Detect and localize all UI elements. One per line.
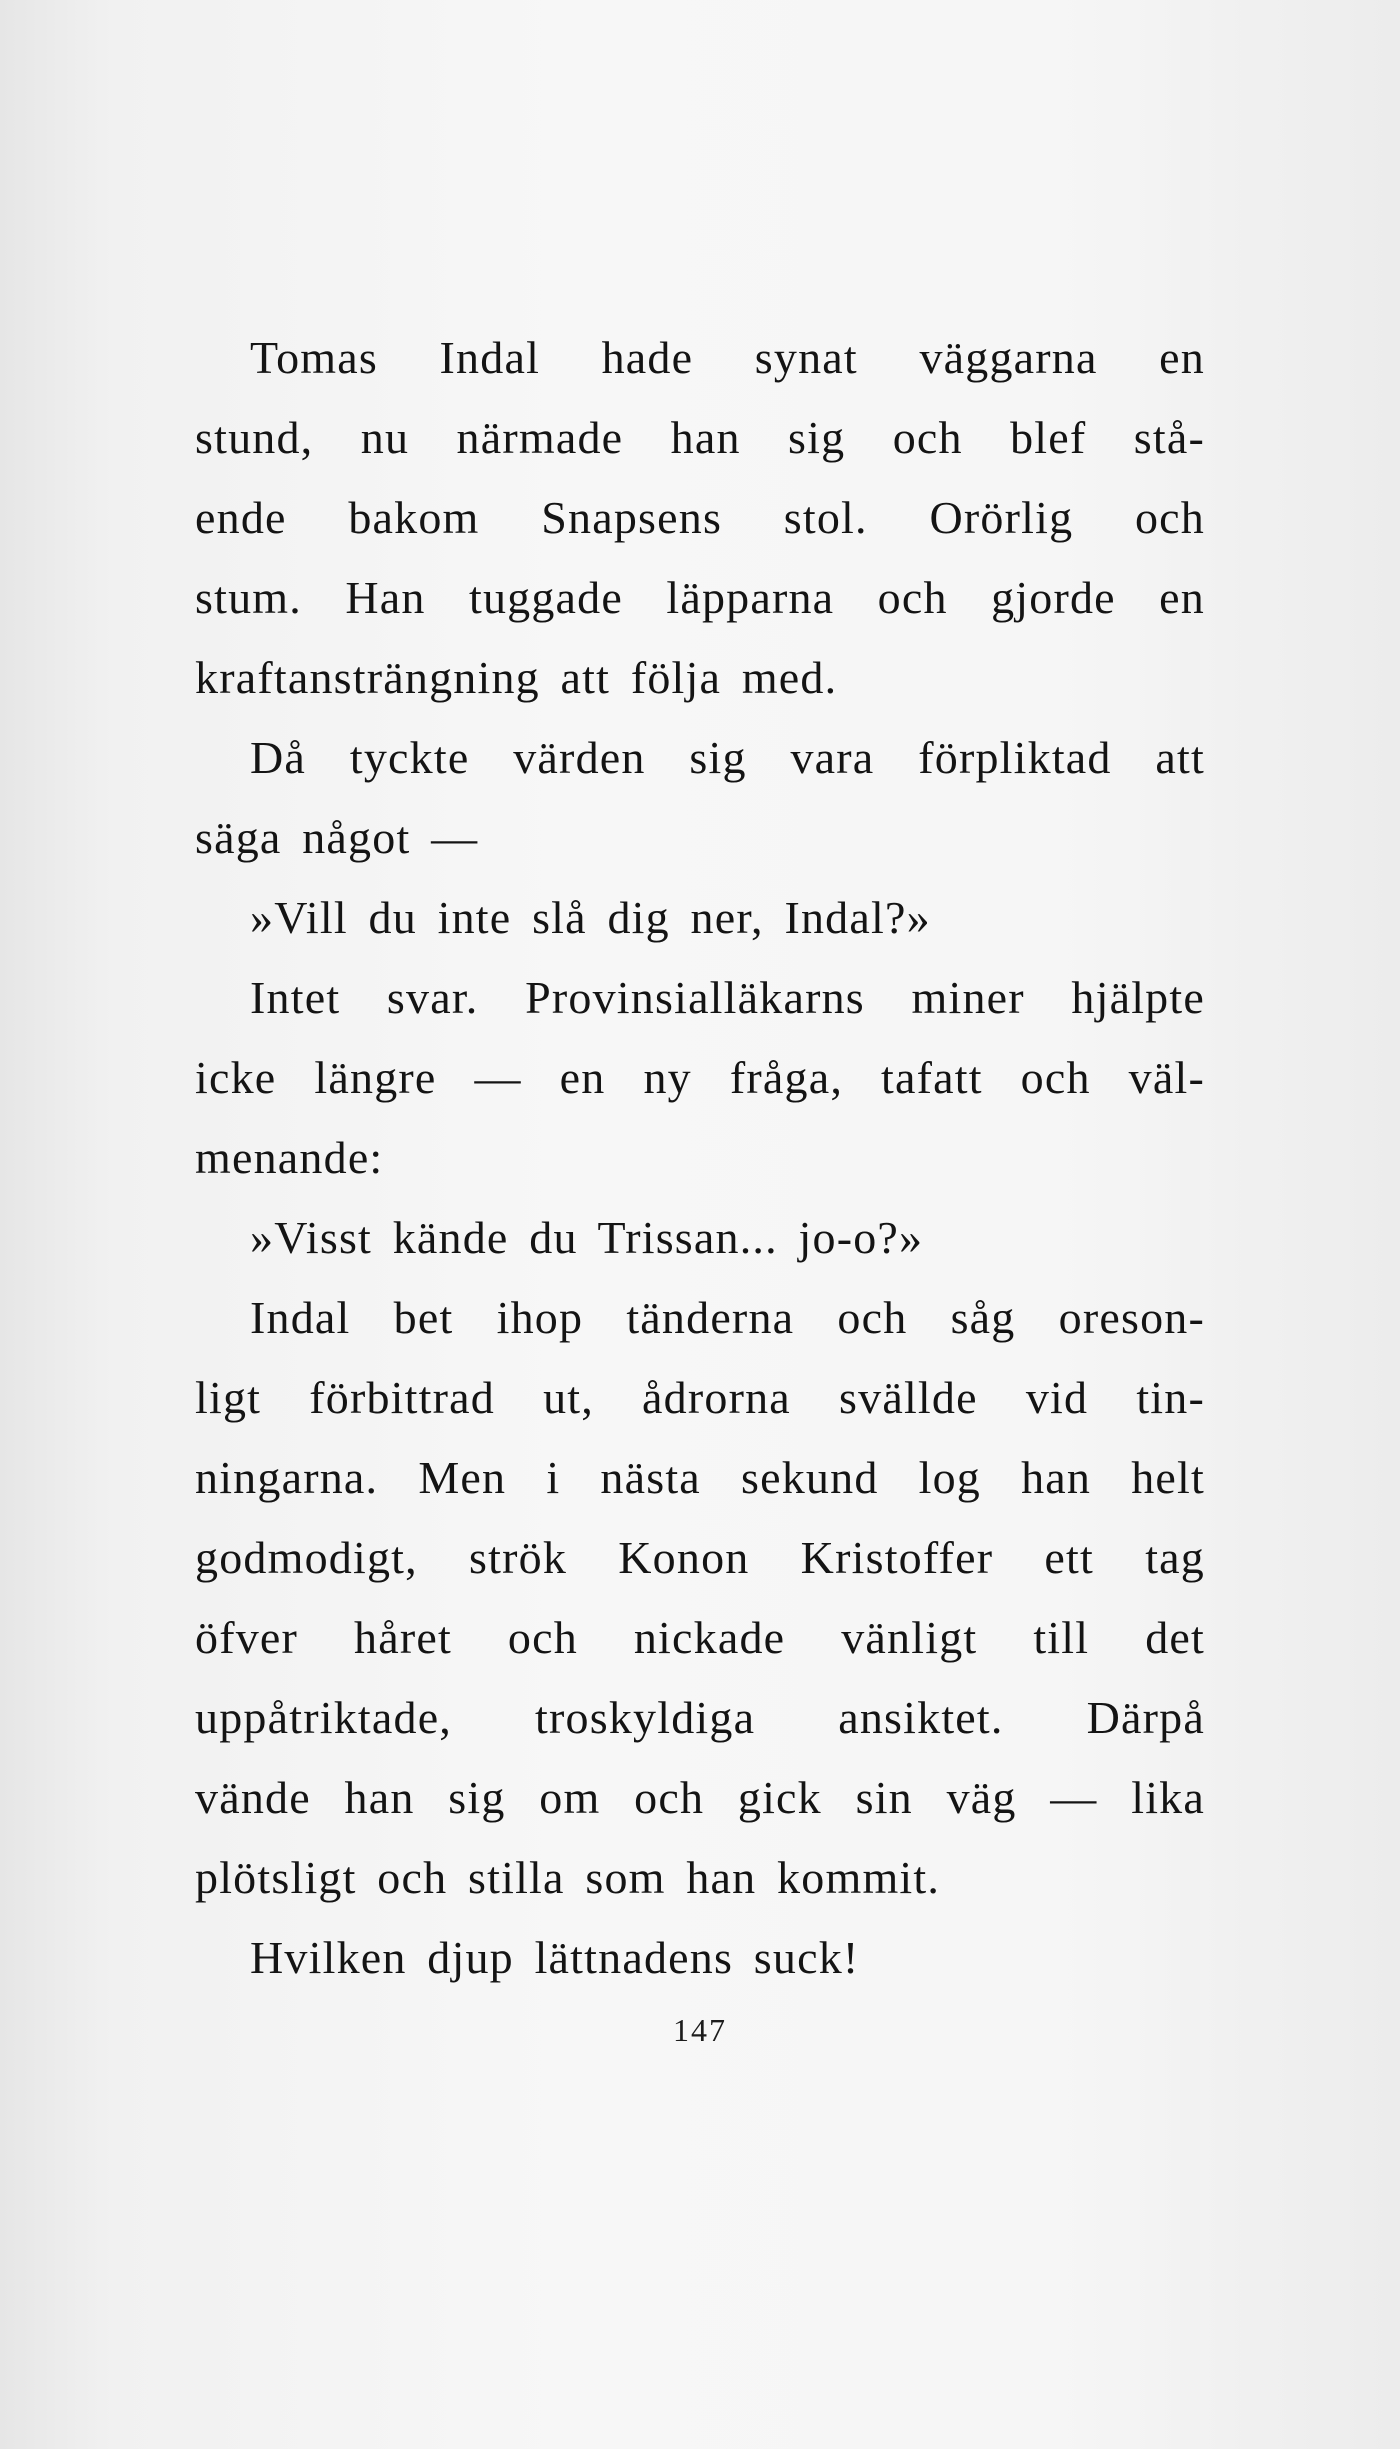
page-number: 147 <box>673 2012 727 2048</box>
text-line-2: stund, nu närmade han sig och blef stå- <box>195 412 1205 463</box>
text-line-12: »Visst kände du Trissan... jo-o?» <box>250 1212 924 1263</box>
text-line-11: menande: <box>195 1132 384 1183</box>
text-line-10: icke längre — en ny fråga, tafatt och väl- <box>195 1052 1205 1103</box>
text-line-18: uppåtriktade, troskyldiga ansiktet. Därpå <box>195 1692 1205 1743</box>
text-line-19: vände han sig om och gick sin väg — lika <box>195 1772 1205 1823</box>
text-line-21: Hvilken djup lättnadens suck! <box>250 1932 860 1983</box>
text-line-17: öfver håret och nickade vänligt till det <box>195 1612 1205 1663</box>
text-line-14: ligt förbittrad ut, ådrorna svällde vid tin- <box>195 1372 1205 1423</box>
text-line-3: ende bakom Snapsens stol. Orörlig och <box>195 492 1205 543</box>
text-line-1: Tomas Indal hade synat väggarna en <box>250 332 1205 383</box>
text-line-7: säga något — <box>195 812 479 863</box>
text-line-4: stum. Han tuggade läpparna och gjorde en <box>195 572 1205 623</box>
text-line-6: Då tyckte värden sig vara förpliktad att <box>250 732 1205 783</box>
text-line-8: »Vill du inte slå dig ner, Indal?» <box>250 892 931 943</box>
text-line-16: godmodigt, strök Konon Kristoffer ett tag <box>195 1532 1205 1583</box>
body-text <box>195 318 1205 1998</box>
text-line-9: Intet svar. Provinsialläkarns miner hjälpte <box>250 972 1205 1023</box>
text-line-20: plötsligt och stilla som han kommit. <box>195 1852 941 1903</box>
text-line-5: kraftansträngning att följa med. <box>195 652 838 703</box>
text-line-13: Indal bet ihop tänderna och såg oreson- <box>250 1292 1205 1343</box>
text-line-15: ningarna. Men i nästa sekund log han helt <box>195 1452 1205 1503</box>
